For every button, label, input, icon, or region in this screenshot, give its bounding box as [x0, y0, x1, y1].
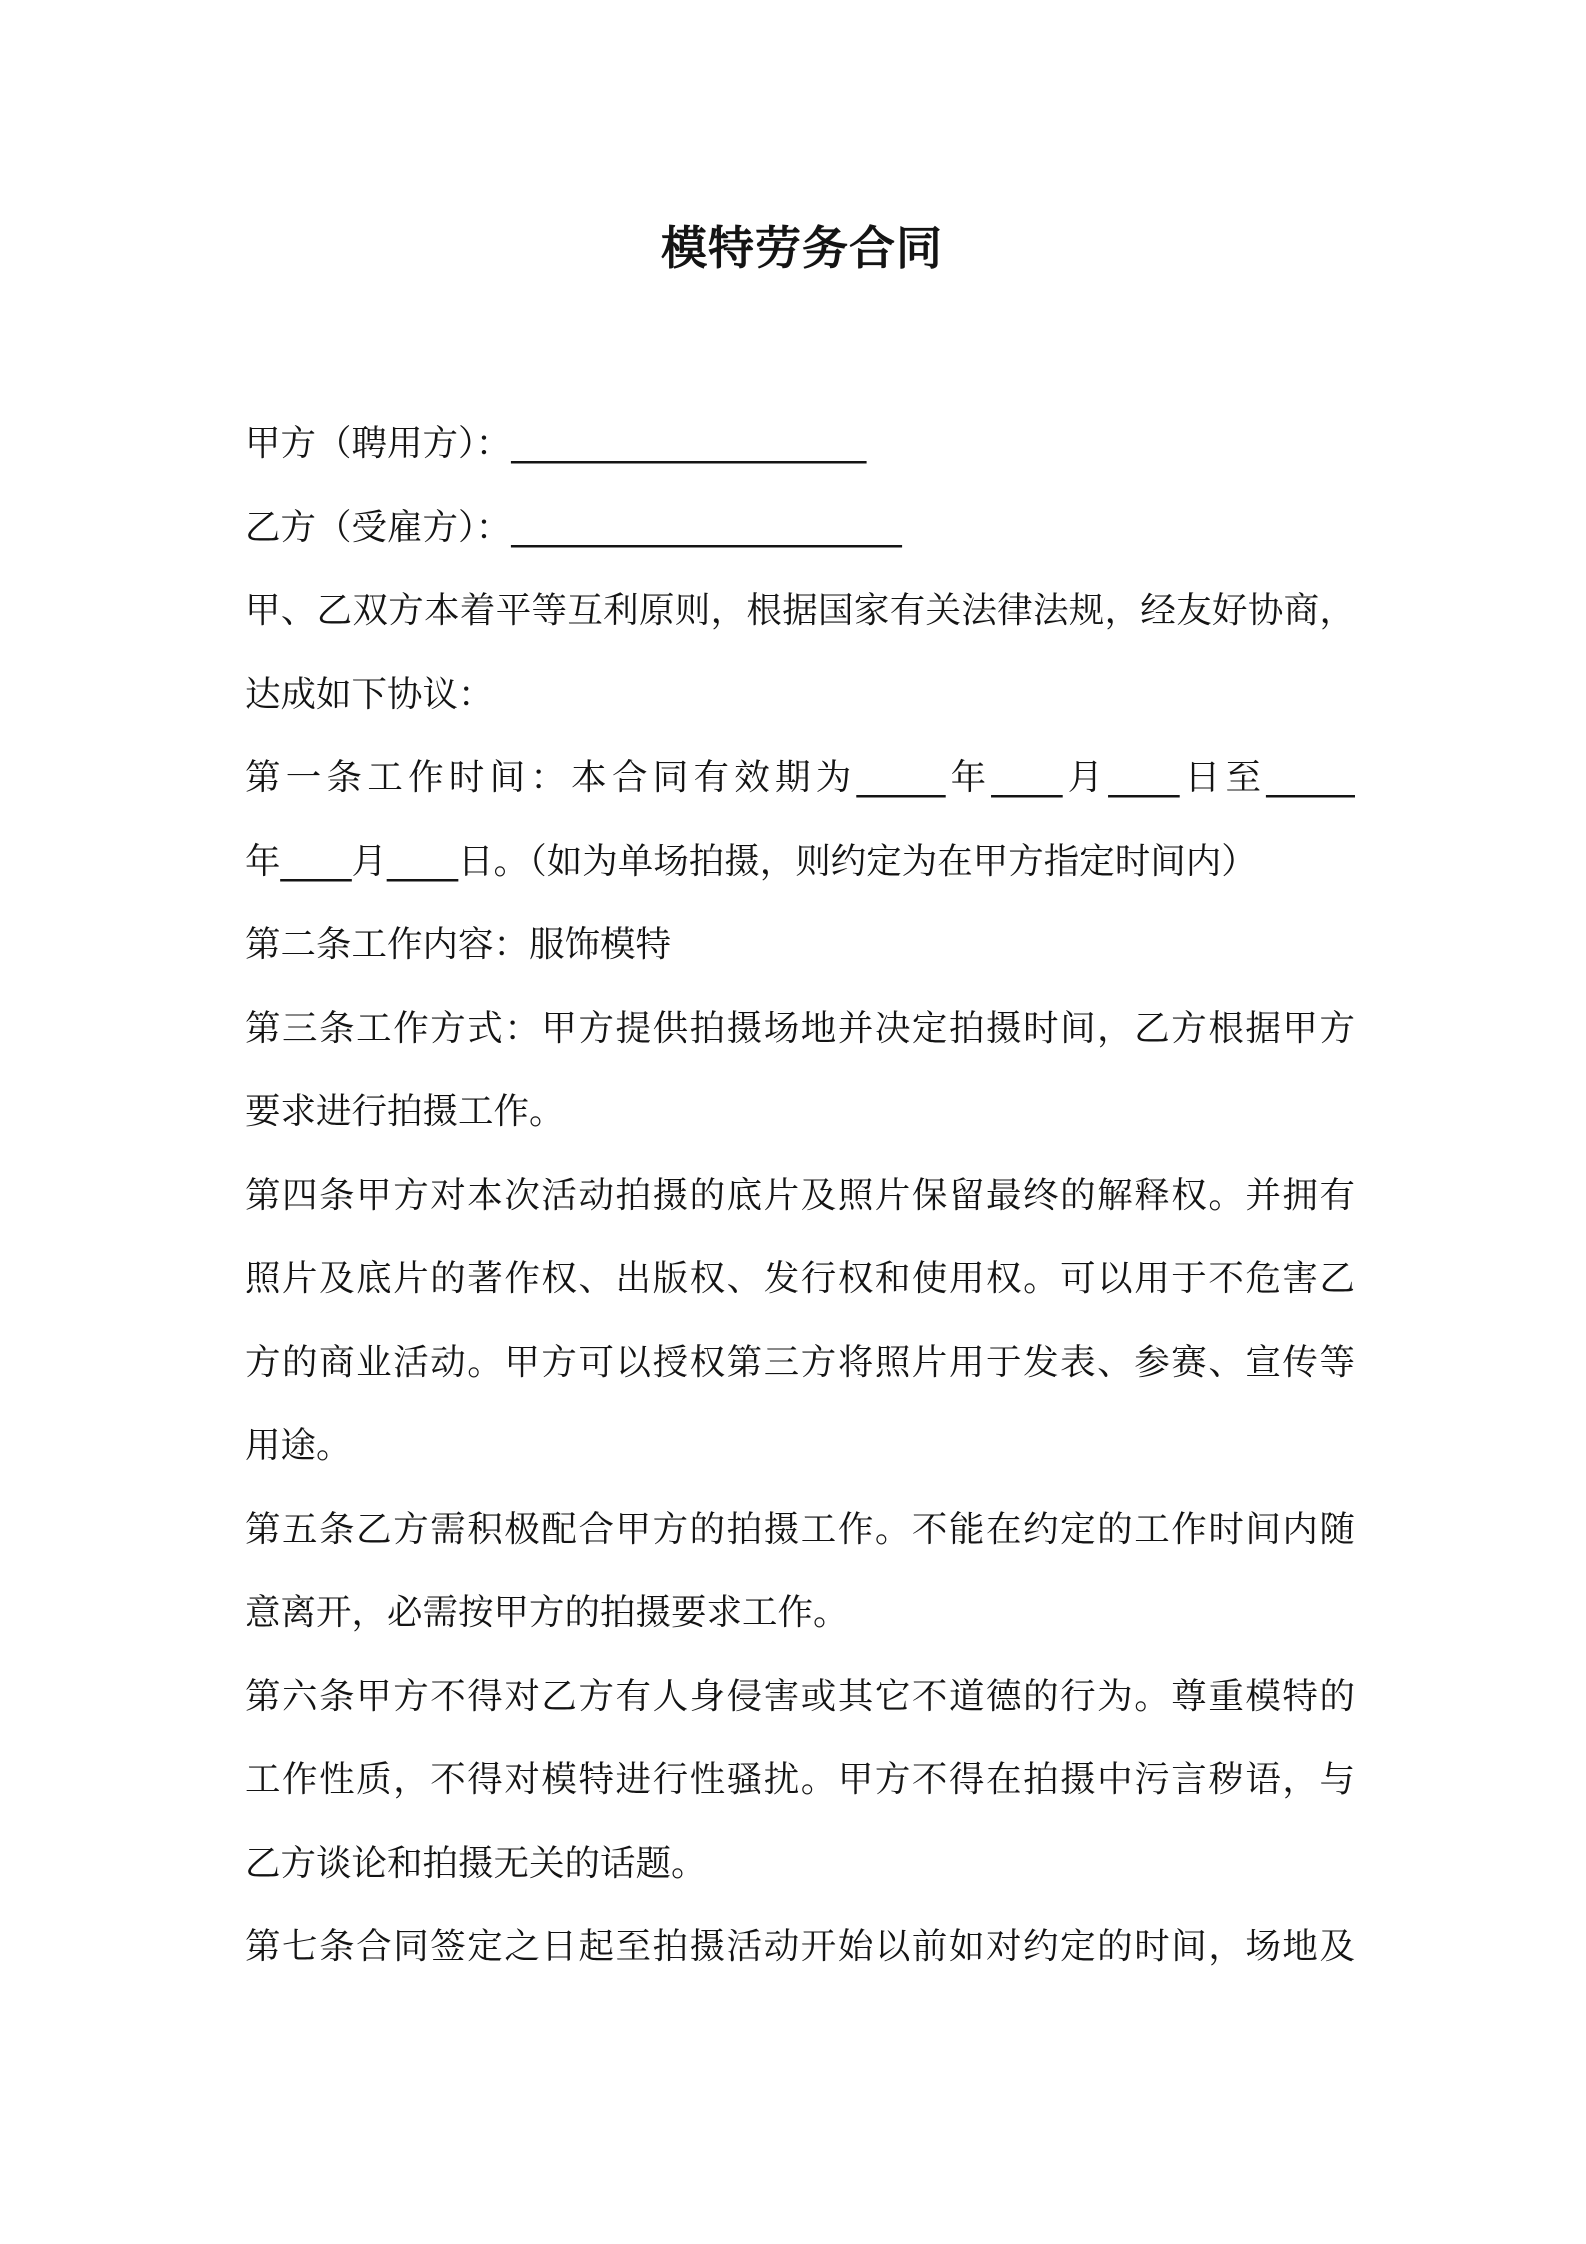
party-b-field: 乙方（受雇方）：______________________ [245, 506, 902, 548]
clause-1-work-time [245, 736, 1355, 903]
contract-body [245, 402, 1355, 1989]
contract-title: 模特劳务合同 [661, 221, 943, 275]
clause-line: 第一条工作时间：本合同有效期为_____年____月____日至_____ [245, 757, 1355, 798]
clause-5-cooperation [245, 1488, 1355, 1655]
clause-line: 第七条合同签定之日起至拍摄活动开始以前如对约定的时间，场地及 [245, 1926, 1355, 1967]
clause-line: 用途。 [245, 1425, 352, 1466]
clause-4-rights [245, 1154, 1355, 1488]
clause-line: 年____月____日。（如为单场拍摄，则约定为在甲方指定时间内） [245, 840, 1257, 882]
clause-7-changes [245, 1905, 1355, 1989]
clause-2-work-content [245, 903, 1355, 987]
clause-line: 工作性质，不得对模特进行性骚扰。甲方不得在拍摄中污言秽语，与 [245, 1759, 1355, 1800]
preamble-line: 甲、乙双方本着平等互利原则，根据国家有关法律法规，经友好协商， [245, 590, 1355, 631]
clause-3-work-method [245, 987, 1355, 1154]
clause-line: 照片及底片的著作权、出版权、发行权和使用权。可以用于不危害乙 [245, 1258, 1355, 1299]
clause-line: 意离开，必需按甲方的拍摄要求工作。 [245, 1592, 849, 1633]
clause-line: 第二条工作内容：服饰模特 [245, 924, 672, 965]
party-a-field: 甲方（聘用方）：____________________ [245, 423, 867, 464]
preamble-line: 达成如下协议： [245, 673, 494, 715]
preamble [245, 569, 1355, 736]
clause-line: 第五条乙方需积极配合甲方的拍摄工作。不能在约定的工作时间内随 [245, 1508, 1355, 1550]
clause-line: 第六条甲方不得对乙方有人身侵害或其它不道德的行为。尊重模特的 [245, 1675, 1355, 1717]
clause-line: 乙方谈论和拍摄无关的话题。 [245, 1842, 707, 1884]
clause-line: 方的商业活动。甲方可以授权第三方将照片用于发表、参赛、宣传等 [245, 1341, 1355, 1383]
clause-6-conduct [245, 1655, 1355, 1906]
clause-line: 第四条甲方对本次活动拍摄的底片及照片保留最终的解释权。并拥有 [245, 1174, 1355, 1216]
clause-line: 第三条工作方式：甲方提供拍摄场地并决定拍摄时间，乙方根据甲方 [245, 1007, 1355, 1049]
clause-line: 要求进行拍摄工作。 [245, 1091, 565, 1132]
